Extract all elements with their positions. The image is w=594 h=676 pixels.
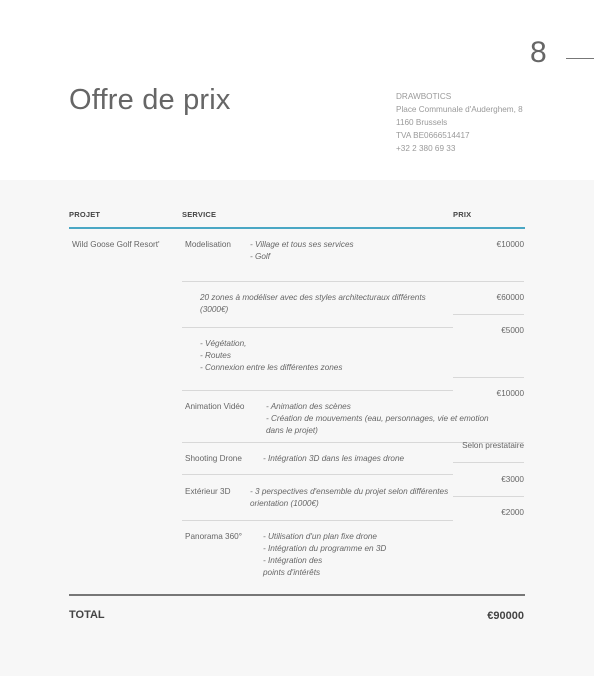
company-vat: TVA BE0666514417 (396, 131, 470, 140)
detail-line: dans le projet) (266, 426, 318, 435)
row-divider (182, 390, 453, 391)
detail-line: - Connexion entre les différentes zones (200, 363, 343, 372)
service-details-exterieur (250, 486, 448, 510)
detail-line: - Création de mouvements (eau, personnages, vie et emotion (266, 414, 489, 423)
service-details-drone (263, 453, 404, 465)
detail-line: orientation (1000€) (250, 499, 319, 508)
page-title: Offre de prix (69, 84, 231, 116)
row-divider (182, 327, 453, 328)
detail-line: - Intégration du programme en 3D (263, 544, 387, 553)
page-number: 8 (530, 36, 547, 69)
header-rule (69, 227, 525, 229)
detail-line: - Végétation, (200, 339, 247, 348)
project-name: Wild Goose Golf Resort' (72, 240, 160, 249)
detail-line: - Routes (200, 351, 231, 360)
price-animation: €10000 (496, 389, 524, 398)
service-label-panorama: Panorama 360° (185, 532, 242, 541)
price-divider (453, 462, 524, 463)
price-divider (453, 496, 524, 497)
price-divider (453, 377, 524, 378)
total-rule (69, 594, 525, 596)
company-phone: +32 2 380 69 33 (396, 144, 456, 153)
company-name: DRAWBOTICS (396, 92, 452, 101)
detail-line: points d'intérêts (263, 568, 321, 577)
service-details-zones (200, 292, 426, 316)
column-header-price: PRIX (453, 210, 472, 219)
service-label-drone: Shooting Drone (185, 454, 242, 463)
company-address: Place Communale d'Auderghem, 8 (396, 105, 523, 114)
price-modelisation: €10000 (496, 240, 524, 249)
company-address-block (396, 90, 523, 155)
detail-line: - Utilisation d'un plan fixe drone (263, 532, 377, 541)
detail-line: - Animation des scènes (266, 402, 351, 411)
row-divider (182, 520, 453, 521)
page-number-divider (566, 58, 594, 59)
price-exterieur: €3000 (501, 475, 524, 484)
detail-line: - Intégration 3D dans les images drone (263, 454, 405, 463)
column-header-service: SERVICE (182, 210, 217, 219)
price-divider (453, 314, 524, 315)
service-details-vegetation (200, 338, 342, 374)
price-panorama: €2000 (501, 508, 524, 517)
service-label-exterieur: Extérieur 3D (185, 487, 231, 496)
detail-line: - 3 perspectives d'ensemble du projet selon différentes (250, 487, 449, 496)
detail-line: - Village et tous ses services (250, 240, 354, 249)
total-value: €90000 (487, 610, 524, 622)
total-label: TOTAL (69, 609, 105, 621)
service-details-animation (266, 401, 489, 437)
detail-line: (3000€) (200, 305, 229, 314)
service-details-panorama (263, 531, 386, 579)
row-divider (182, 281, 524, 282)
price-vegetation: €5000 (501, 326, 524, 335)
detail-line: - Intégration des (263, 556, 323, 565)
price-drone: Selon prestataire (462, 441, 524, 450)
price-zones: €60000 (496, 293, 524, 302)
service-label-animation: Animation Vidéo (185, 402, 245, 411)
service-label-modelisation: Modelisation (185, 240, 231, 249)
detail-line: 20 zones à modéliser avec des styles architecturaux différents (200, 293, 426, 302)
detail-line: - Golf (250, 252, 271, 261)
service-details-modelisation (250, 239, 354, 263)
company-city: 1160 Brussels (396, 118, 448, 127)
column-header-project: PROJET (69, 210, 101, 219)
row-divider (182, 474, 453, 475)
